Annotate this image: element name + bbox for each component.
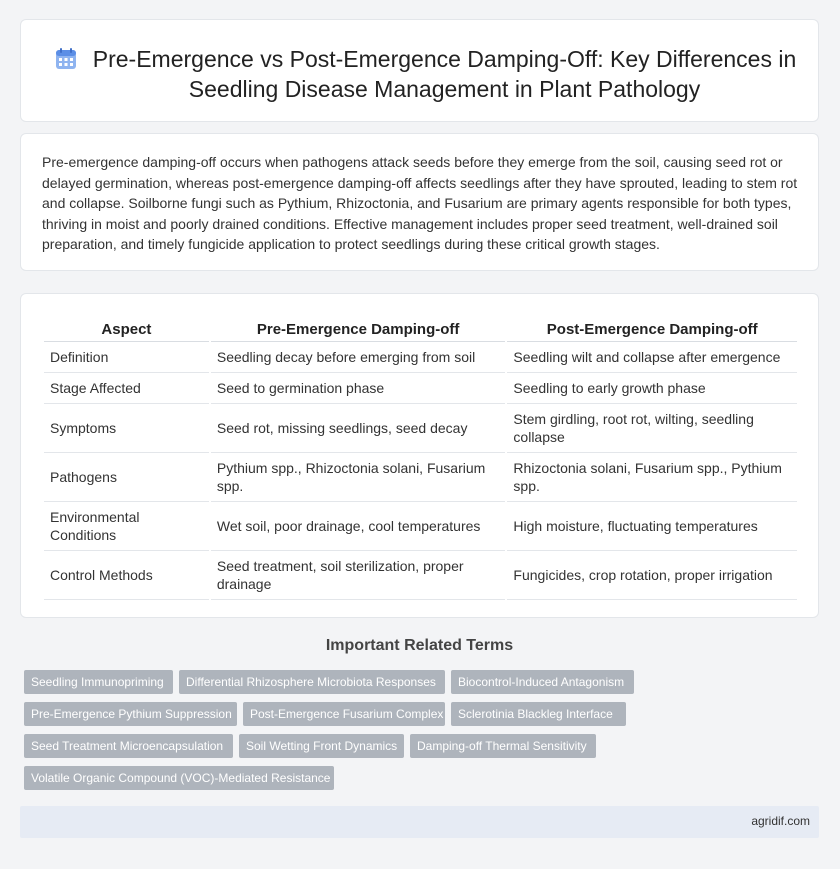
table-row [44, 342, 797, 373]
cell-aspect: Control Methods [44, 551, 209, 600]
cell-post: High moisture, fluctuating temperatures [507, 502, 797, 551]
related-term-tag[interactable]: Volatile Organic Compound (VOC)-Mediated Resistance [24, 766, 334, 790]
related-term-tag[interactable]: Seed Treatment Microencapsulation [24, 734, 233, 758]
comparison-table-card [20, 293, 819, 618]
cell-pre: Seedling decay before emerging from soil [211, 342, 506, 373]
summary-card [20, 133, 819, 271]
cell-aspect: Environmental Conditions [44, 502, 209, 551]
table-row [44, 404, 797, 453]
cell-aspect: Symptoms [44, 404, 209, 453]
table-row [44, 453, 797, 502]
cell-aspect: Pathogens [44, 453, 209, 502]
cell-post: Rhizoctonia solani, Fusarium spp., Pythium spp. [507, 453, 797, 502]
header-pre-emergence: Pre-Emergence Damping-off [211, 313, 506, 342]
cell-pre: Pythium spp., Rhizoctonia solani, Fusarium spp. [211, 453, 506, 502]
related-term-tag[interactable]: Post-Emergence Fusarium Complex [243, 702, 445, 726]
title-card [20, 19, 819, 122]
footer-site[interactable]: agridif.com [751, 814, 810, 828]
cell-pre: Wet soil, poor drainage, cool temperatures [211, 502, 506, 551]
related-term-tag[interactable]: Sclerotinia Blackleg Interface [451, 702, 626, 726]
table-row [44, 551, 797, 600]
comparison-table [42, 313, 799, 600]
table-row [44, 502, 797, 551]
related-term-tag[interactable]: Soil Wetting Front Dynamics [239, 734, 404, 758]
cell-aspect: Stage Affected [44, 373, 209, 404]
related-term-tag[interactable]: Pre-Emergence Pythium Suppression [24, 702, 237, 726]
page-title: Pre-Emergence vs Post-Emergence Damping-Off: Key Differences in Seedling Disease Management in Plant Pathology [92, 46, 797, 102]
related-term-tag[interactable]: Seedling Immunopriming [24, 670, 173, 694]
cell-pre: Seed rot, missing seedlings, seed decay [211, 404, 506, 453]
cell-post: Seedling to early growth phase [507, 373, 797, 404]
related-terms-heading: Important Related Terms [325, 637, 514, 654]
cell-post: Fungicides, crop rotation, proper irrigation [507, 551, 797, 600]
header-aspect: Aspect [44, 313, 209, 342]
cell-aspect: Definition [44, 342, 209, 373]
cell-pre: Seed to germination phase [211, 373, 506, 404]
cell-pre: Seed treatment, soil sterilization, proper drainage [211, 551, 506, 600]
cell-post: Stem girdling, root rot, wilting, seedling collapse [507, 404, 797, 453]
related-term-tag[interactable]: Damping-off Thermal Sensitivity [410, 734, 596, 758]
footer [20, 806, 819, 838]
cell-post: Seedling wilt and collapse after emergence [507, 342, 797, 373]
summary-text: Pre-emergence damping-off occurs when pathogens attack seeds before they emerge from the soil, causing seed rot or delayed germination, whereas post-emergence damping-off affects seedlings after they have sprouted, leading to stem rot and collapse. Soilborne fungi such as Pythium, Rhizoctonia, and Fusarium are primary agents responsible for both types, thriving in moist and poorly drained conditions. Effective management includes proper seed treatment, well-drained soil preparation, and timely fungicide application to protect seedlings during these critical growth stages. [42, 154, 798, 252]
table-row [44, 373, 797, 404]
related-term-tag[interactable]: Biocontrol-Induced Antagonism [451, 670, 634, 694]
calendar-grid-icon [54, 47, 78, 71]
header-post-emergence: Post-Emergence Damping-off [507, 313, 797, 342]
related-term-tag[interactable]: Differential Rhizosphere Microbiota Responses [179, 670, 445, 694]
